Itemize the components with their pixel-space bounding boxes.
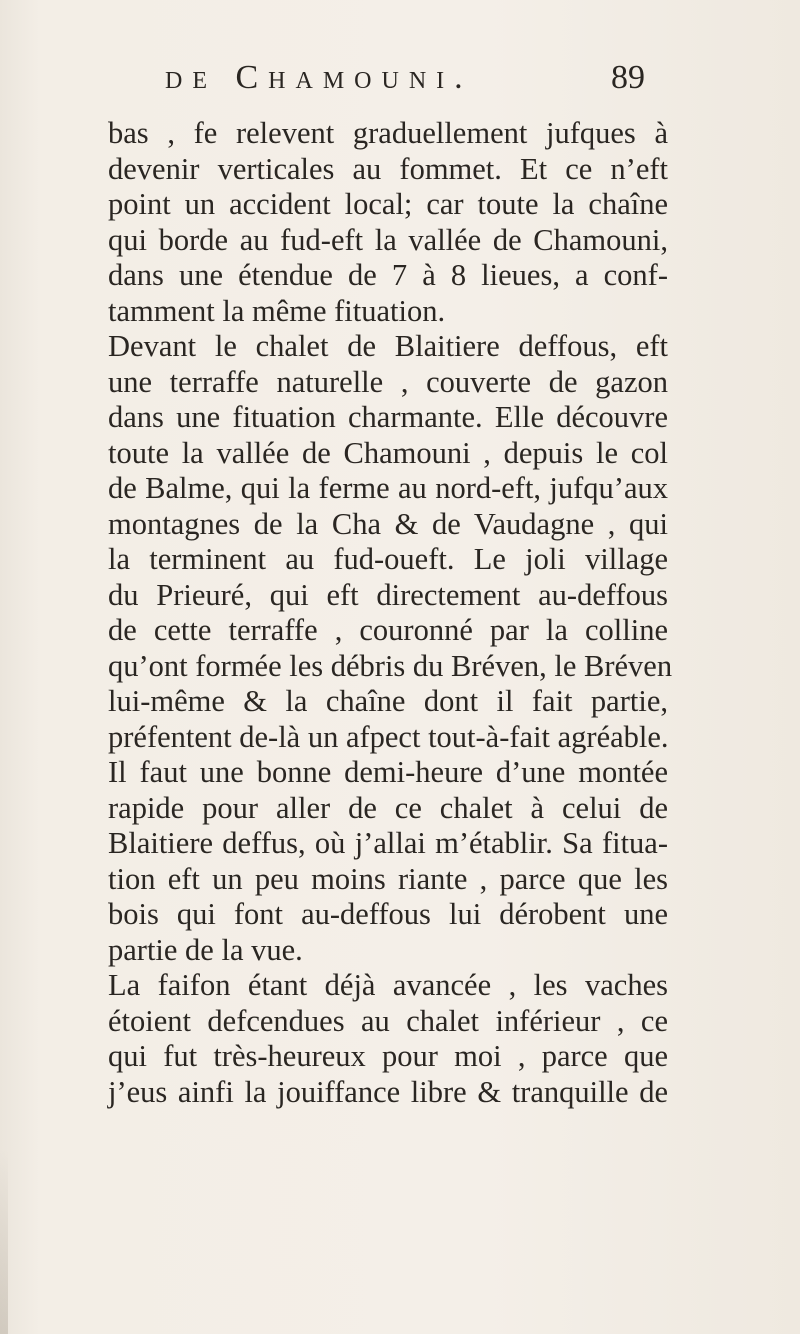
text-line: de Balme, qui la ferme au nord-eft, jufqu’aux: [108, 471, 668, 505]
text-line: la terminent au fud-oueft. Le joli village: [108, 542, 668, 576]
text-line: bas , fe relevent graduellement jufques à: [108, 116, 668, 150]
text-line: rapide pour aller de ce chalet à celui de: [108, 790, 668, 825]
body-text: [108, 116, 673, 1110]
text-line: Blaitiere deffus, où j’allai m’établir. Sa fitua-: [108, 826, 668, 860]
text-line: tion eft un peu moins riante , parce que les: [108, 861, 668, 896]
text-line: montagnes de la Cha & de Vaudagne , qui: [108, 506, 668, 541]
text-line: qui fut très-heureux pour moi , parce que: [108, 1039, 668, 1073]
text-line: une terraffe naturelle , couverte de gazon: [108, 364, 668, 399]
page-number: 89: [611, 59, 645, 96]
text-line: partie de la vue.: [108, 932, 303, 967]
text-line: lui-même & la chaîne dont il fait partie,: [108, 684, 668, 718]
text-line: Il faut une bonne demi-heure d’une montée: [108, 755, 668, 789]
text-line: devenir verticales au fommet. Et ce n’eft: [108, 151, 668, 186]
text-line: étoient defcendues au chalet inférieur , ce: [108, 1003, 668, 1038]
text-line: de cette terraffe , couronné par la colline: [108, 613, 668, 647]
text-line: qu’ont formée les débris du Bréven, le Bréven: [108, 648, 673, 683]
text-line: tamment la même fituation.: [108, 293, 446, 328]
text-line: du Prieuré, qui eft directement au-deffous: [108, 577, 668, 612]
text-line: toute la vallée de Chamouni , depuis le col: [108, 435, 668, 470]
page-edge-shadow: [0, 1150, 8, 1334]
text-line: j’eus ainfi la jouiffance libre & tranquille de: [108, 1074, 668, 1109]
text-line: préfentent de-là un afpect tout-à-fait agréable.: [108, 719, 669, 754]
running-title: de Chamouni.: [165, 59, 473, 96]
text-line: qui borde au fud-eft la vallée de Chamouni,: [108, 222, 668, 257]
text-line: La faifon étant déjà avancée , les vaches: [108, 968, 668, 1002]
text-line: bois qui font au-deffous lui dérobent une: [108, 897, 668, 931]
page-header: [165, 55, 645, 105]
text-line: point un accident local; car toute la chaîne: [108, 187, 668, 221]
text-line: Devant le chalet de Blaitiere deffous, eft: [108, 329, 668, 363]
text-line: dans une étendue de 7 à 8 lieues, a conf-: [108, 258, 668, 292]
text-line: dans une fituation charmante. Elle découvre: [108, 400, 668, 434]
